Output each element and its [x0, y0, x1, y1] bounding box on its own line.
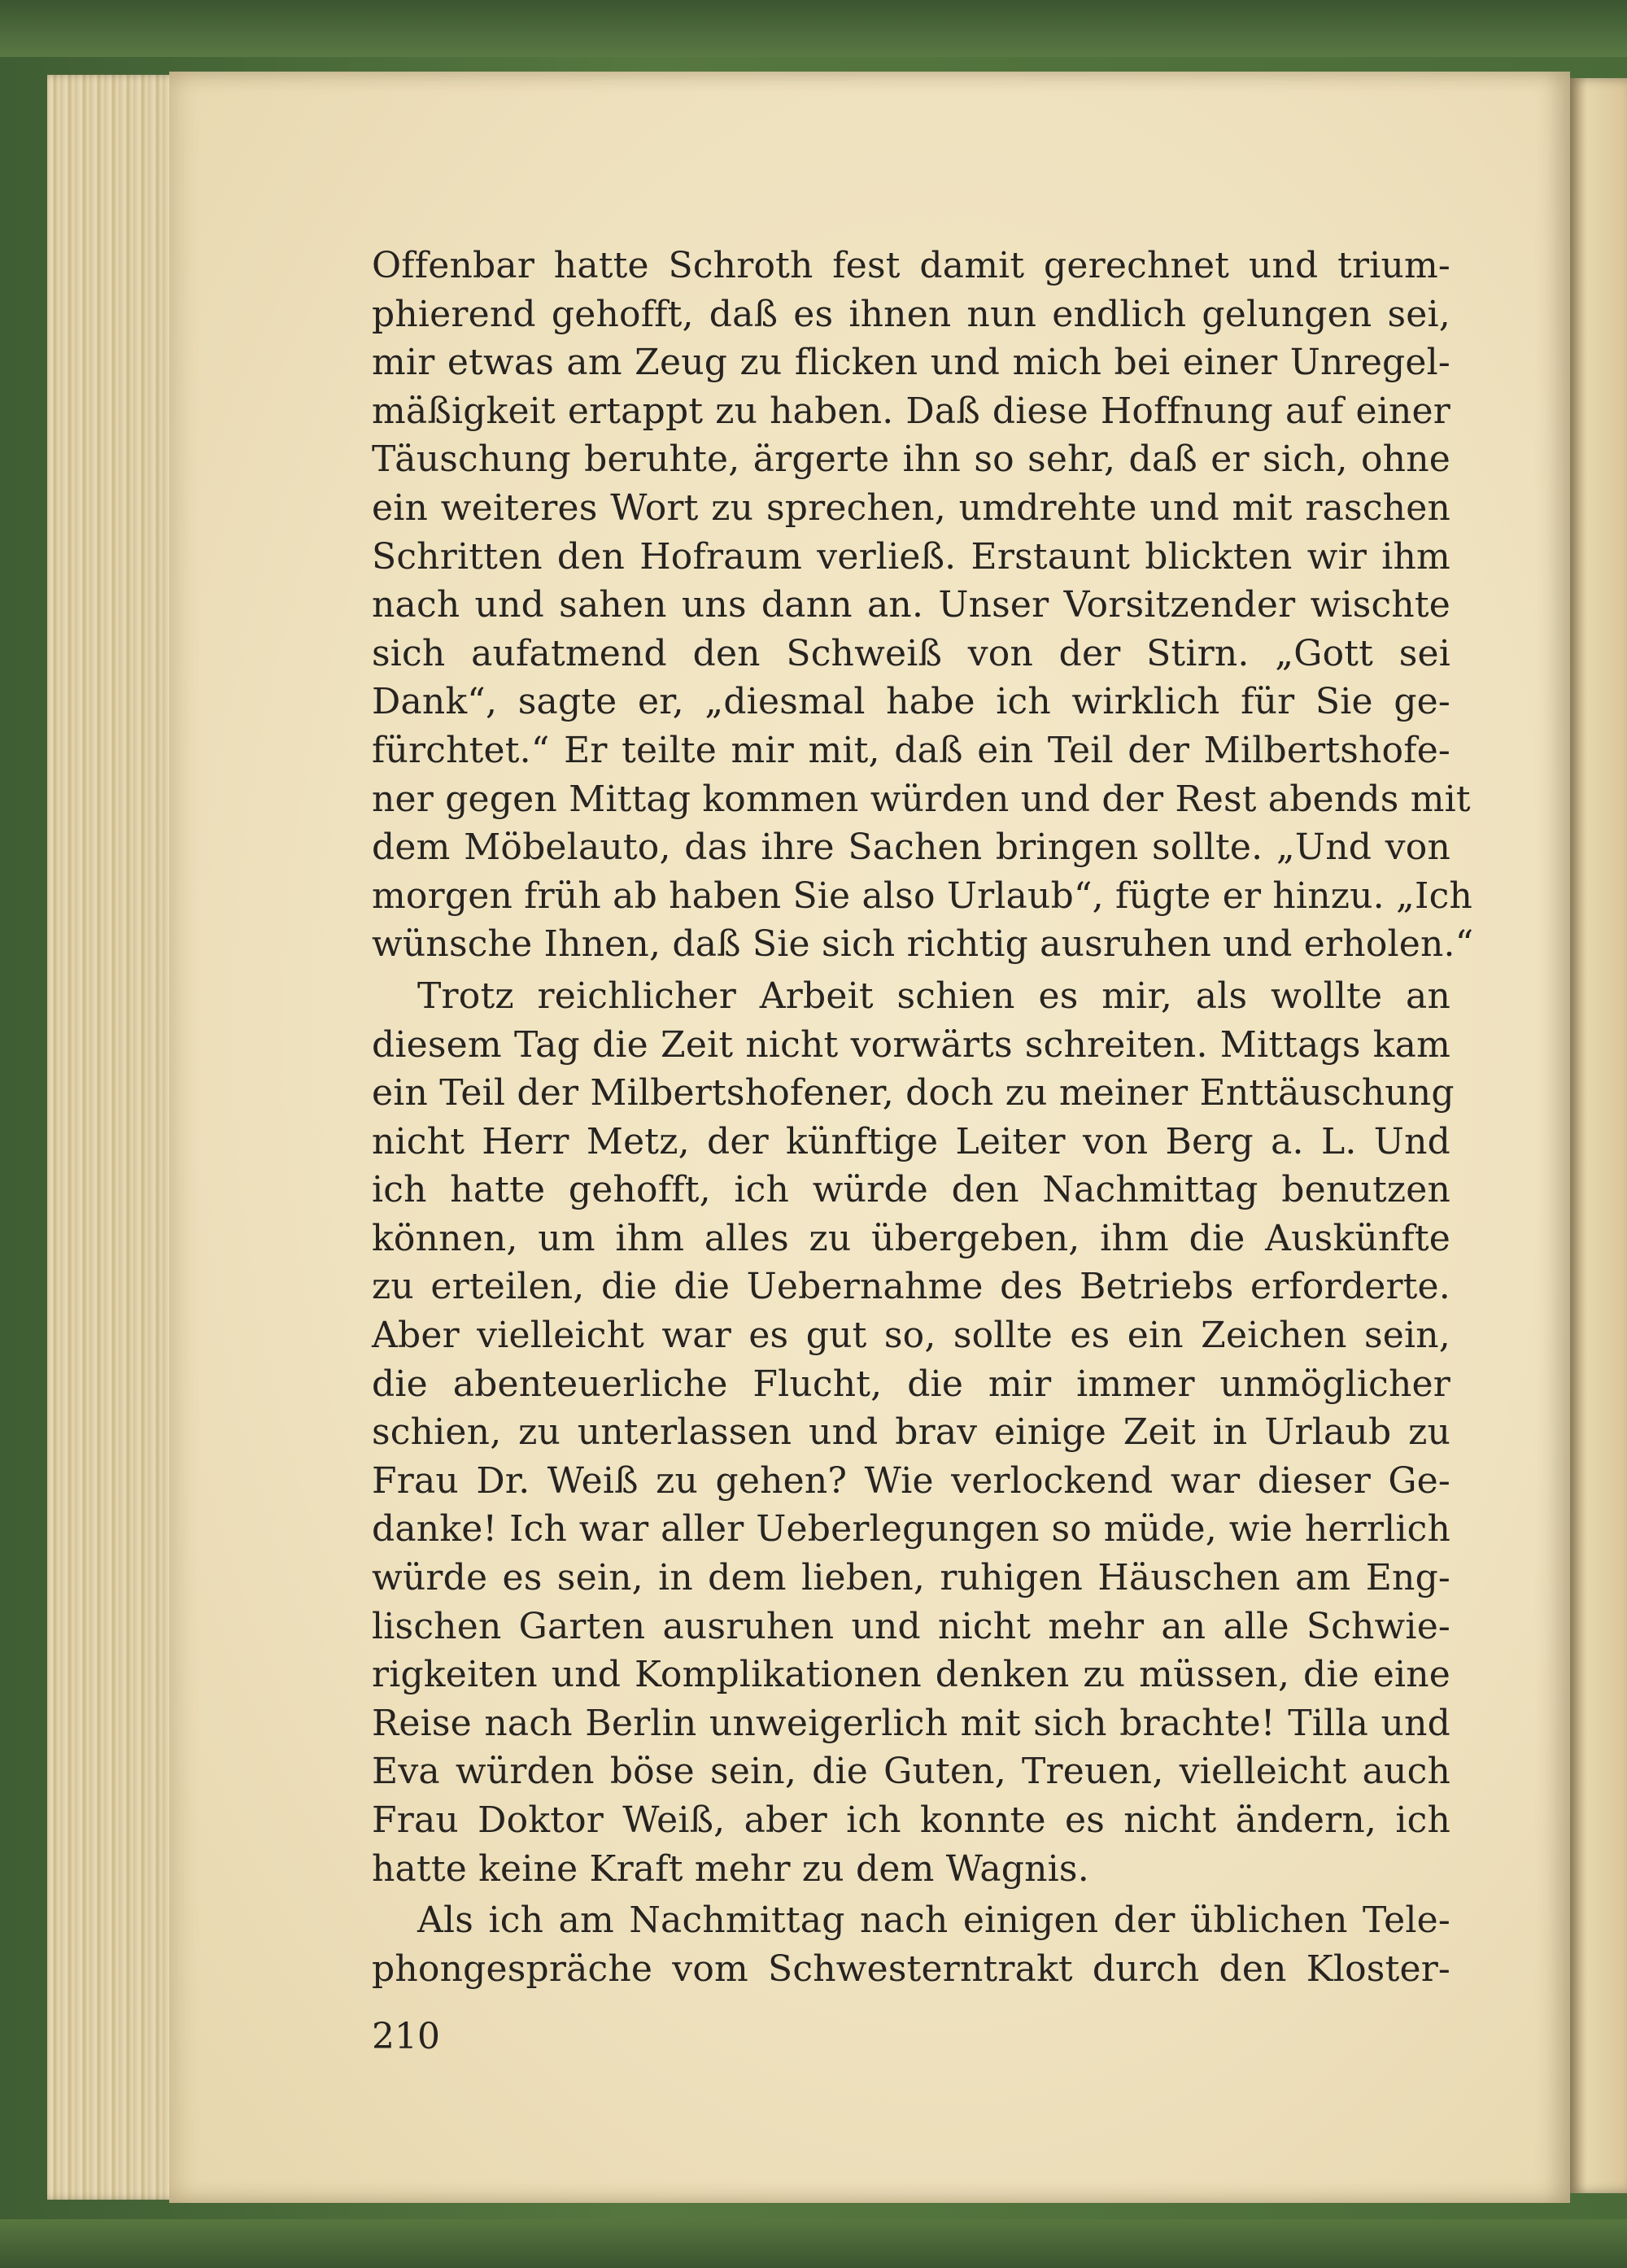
text-line: Frau Dr. Weiß zu gehen? Wie verlockend war dieser Ge- [372, 1459, 1450, 1502]
text-line: phongespräche vom Schwesterntrakt durch den Kloster- [372, 1947, 1450, 1990]
text-line: nicht Herr Metz, der künftige Leiter von Berg a. L. Und [372, 1120, 1450, 1162]
text-line: Täuschung beruhte, ärgerte ihn so sehr, daß er sich, ohne [372, 438, 1450, 481]
text-line: ich hatte gehofft, ich würde den Nachmittag benutzen [372, 1169, 1450, 1211]
paragraph [372, 1896, 1450, 1993]
text-line: mäßigkeit ertappt zu haben. Daß diese Hoffnung auf einer [372, 390, 1450, 432]
book-page [169, 72, 1570, 2203]
text-line: diesem Tag die Zeit nicht vorwärts schreiten. Mittags kam [372, 1023, 1450, 1066]
text-line: ein weiteres Wort zu sprechen, umdrehte und mit raschen [372, 486, 1450, 529]
cover-binding-bottom [0, 2219, 1627, 2268]
text-line: wünsche Ihnen, daß Sie sich richtig ausruhen und erholen.“ [372, 923, 1474, 966]
text-line: Trotz reichlicher Arbeit schien es mir, als wollte an [417, 975, 1450, 1017]
page-number: 210 [372, 2016, 440, 2057]
cover-binding-top [0, 0, 1627, 57]
text-line: morgen früh ab haben Sie also Urlaub“, fügte er hinzu. „Ich [372, 874, 1472, 917]
text-line: nach und sahen uns dann an. Unser Vorsitzender wischte [372, 584, 1450, 626]
text-line: Eva würden böse sein, die Guten, Treuen, vielleicht auch [372, 1751, 1450, 1793]
text-line: sich aufatmend den Schweiß von der Stirn. „Gott sei [372, 632, 1450, 674]
text-line: Schritten den Hofraum verließ. Erstaunt blickten wir ihm [372, 535, 1450, 578]
text-line: mir etwas am Zeug zu flicken und mich bei einer Unregel- [372, 342, 1450, 384]
body-text [372, 242, 1474, 1993]
text-line: Offenbar hatte Schroth fest damit gerechnet und trium- [372, 245, 1450, 286]
text-line: lischen Garten ausruhen und nicht mehr an alle Schwie- [372, 1605, 1450, 1647]
text-line: ein Teil der Milbertshofener, doch zu meiner Enttäuschung [372, 1072, 1455, 1114]
text-line: würde es sein, in dem lieben, ruhigen Häuschen am Eng- [372, 1557, 1450, 1599]
paragraph [372, 972, 1455, 1893]
text-line: fürchtet.“ Er teilte mir mit, daß ein Teil der Milbertshofe- [372, 729, 1450, 771]
facing-page-edge [1570, 78, 1627, 2193]
text-line: die abenteuerliche Flucht, die mir immer unmöglicher [372, 1363, 1450, 1405]
text-line: phierend gehofft, daß es ihnen nun endlich gelungen sei, [372, 293, 1450, 335]
text-line: Dank“, sagte er, „diesmal habe ich wirklich für Sie ge- [372, 681, 1450, 723]
text-line: Frau Doktor Weiß, aber ich konnte es nicht ändern, ich [372, 1799, 1450, 1841]
text-line: rigkeiten und Komplikationen denken zu müssen, die eine [372, 1654, 1450, 1696]
text-line: danke! Ich war aller Ueberlegungen so müde, wie herrlich [372, 1508, 1450, 1551]
text-line: Reise nach Berlin unweigerlich mit sich brachte! Tilla und [372, 1702, 1450, 1744]
paragraph [372, 242, 1474, 969]
text-line: schien, zu unterlassen und brav einige Zeit in Urlaub zu [372, 1411, 1450, 1454]
text-line: können, um ihm alles zu übergeben, ihm die Auskünfte [372, 1217, 1450, 1259]
text-line: hatte keine Kraft mehr zu dem Wagnis. [372, 1847, 1089, 1890]
text-line: Als ich am Nachmittag nach einigen der üblichen Tele- [417, 1899, 1450, 1942]
text-line: zu erteilen, die die Uebernahme des Betriebs erforderte. [372, 1266, 1450, 1308]
text-line: ner gegen Mittag kommen würden und der Rest abends mit [372, 778, 1471, 820]
text-line: Aber vielleicht war es gut so, sollte es ein Zeichen sein, [372, 1315, 1450, 1357]
text-line: dem Möbelauto, das ihre Sachen bringen sollte. „Und von [372, 827, 1450, 869]
